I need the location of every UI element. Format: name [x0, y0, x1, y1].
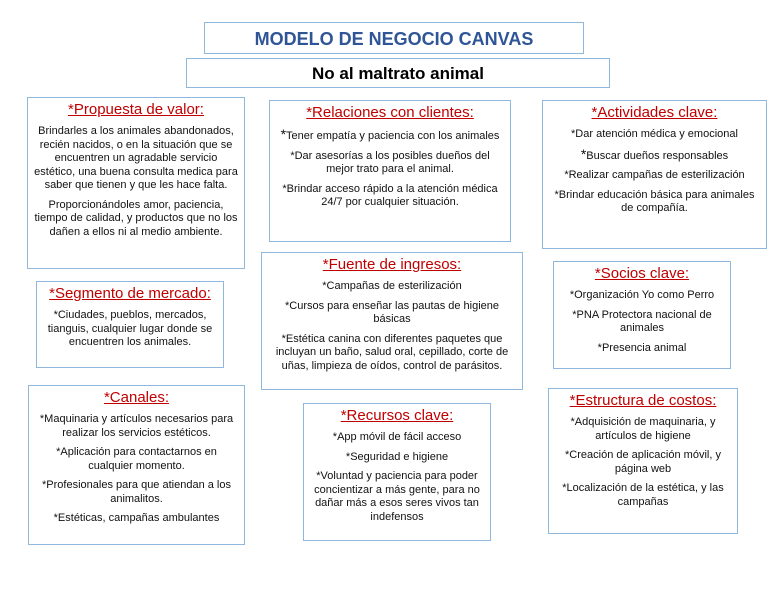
card-heading: *Fuente de ingresos:	[322, 256, 462, 273]
card-socios-clave	[553, 261, 731, 369]
card-recursos-clave	[303, 403, 491, 541]
page-subtitle: No al maltrato animal	[186, 58, 610, 88]
card-item-text: *Dar atención médica y emocional	[571, 128, 738, 140]
card-item	[549, 145, 760, 164]
card-heading: *Actividades clave:	[591, 104, 718, 121]
card-text: Brindarles a los animales abandonados, recién nacidos, o en la situación que se encuentren un agradable servicio estético, una buena consulta medica para saber que tienen y que les hace falta.	[34, 125, 238, 191]
card-heading: *Segmento de mercado:	[49, 285, 211, 302]
card-heading: *Relaciones con clientes:	[306, 104, 474, 121]
card-item	[549, 169, 760, 183]
card-item: *Aplicación para contactarnos en cualquier momento.	[56, 446, 217, 472]
card-item-text: *Brindar acceso rápido a la atención médica 24/7 por cualquier situación.	[282, 182, 498, 208]
card-item	[276, 183, 504, 210]
card-fuente-de-ingresos	[261, 252, 523, 390]
card-propuesta-de-valor	[27, 97, 245, 269]
card-item-text: *Realizar campañas de esterilización	[564, 169, 745, 181]
card-actividades-clave	[542, 100, 767, 249]
card-item: *Seguridad e higiene	[345, 450, 449, 463]
card-estructura-de-costos	[548, 388, 738, 534]
card-item	[276, 128, 504, 144]
card-item: *PNA Protectora nacional de animales	[572, 308, 712, 334]
card-heading: *Recursos clave:	[340, 407, 454, 424]
card-canales	[28, 385, 245, 545]
card-text: *Ciudades, pueblos, mercados, tianguis, cualquier lugar donde se encuentren los animales.	[47, 309, 213, 348]
card-item: *Presencia animal	[597, 341, 687, 354]
card-item: *Creación de aplicación móvil, y página web	[565, 449, 721, 475]
card-item	[276, 150, 504, 177]
card-relaciones-con-clientes	[269, 100, 511, 242]
star-mark: *	[580, 145, 587, 162]
card-item-text: *Brindar educación básica para animales de compañía.	[554, 188, 755, 214]
card-item: *Cursos para enseñar las pautas de higiene básicas	[284, 299, 500, 325]
card-item	[549, 189, 760, 216]
card-item: *Estéticas, campañas ambulantes	[53, 512, 220, 524]
card-item-text: *Dar asesorías a los posibles dueños del mejor trato para el animal.	[290, 149, 490, 175]
card-item: *Profesionales para que atiendan a los animalitos.	[42, 479, 231, 505]
card-item: *Localización de la estética, y las campañas	[562, 482, 724, 508]
card-heading: *Estructura de costos:	[569, 392, 717, 409]
card-item: *App móvil de fácil acceso	[332, 431, 462, 443]
card-heading: *Canales:	[103, 389, 170, 406]
card-item: *Maquinaria y artículos necesarios para realizar los servicios estéticos.	[39, 413, 234, 439]
card-item-text: Buscar dueños responsables	[586, 149, 729, 162]
card-heading: *Propuesta de valor:	[68, 101, 204, 118]
card-item: *Organización Yo como Perro	[569, 289, 715, 301]
card-item: *Adquisición de maquinaria, y artículos de higiene	[570, 416, 716, 442]
card-item: *Campañas de esterilización	[322, 280, 462, 292]
page-title: MODELO DE NEGOCIO CANVAS	[204, 22, 584, 54]
card-text: Proporcionándoles amor, paciencia, tiempo de calidad, y productos que no los dañen a ellos ni al medio ambiente.	[34, 198, 238, 238]
card-heading: *Socios clave:	[594, 265, 690, 282]
card-item: *Estética canina con diferentes paquetes que incluyan un baño, salud oral, cepillado, corte de uñas, limpieza de oídos, control de parásitos.	[275, 332, 509, 372]
star-mark: *	[280, 126, 287, 142]
card-item	[549, 128, 760, 142]
card-item: *Voluntad y paciencia para poder concientizar a más gente, para no dañar más a esos seres vivos tan indefensos	[314, 470, 480, 523]
card-segmento-de-mercado	[36, 281, 224, 368]
card-item-text: Tener empatía y paciencia con los animales	[286, 130, 500, 142]
